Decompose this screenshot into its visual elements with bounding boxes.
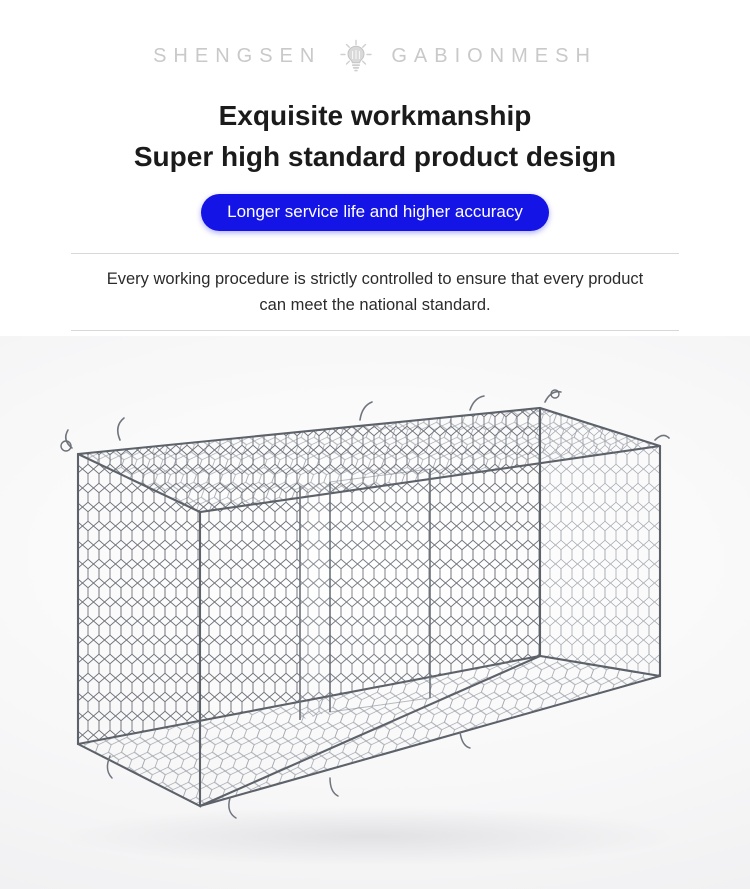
description-line-1: Every working procedure is strictly controlled to ensure that every product bbox=[106, 270, 644, 288]
product-image bbox=[0, 336, 750, 889]
lamp-icon bbox=[339, 39, 373, 73]
page-title bbox=[0, 96, 750, 178]
cta-row bbox=[0, 194, 750, 231]
description-line-2: can meet the national standard. bbox=[259, 296, 491, 314]
headline-line-1: Exquisite workmanship bbox=[218, 100, 532, 131]
gabion-mesh-photo bbox=[0, 336, 750, 889]
brand-name-right: GABIONMESH bbox=[391, 44, 597, 67]
brand-header bbox=[0, 0, 750, 74]
description-block bbox=[71, 253, 679, 331]
brand-name-left: SHENGSEN bbox=[153, 44, 322, 67]
cta-button[interactable]: Longer service life and higher accuracy bbox=[201, 194, 549, 231]
headline-line-2: Super high standard product design bbox=[133, 141, 617, 172]
